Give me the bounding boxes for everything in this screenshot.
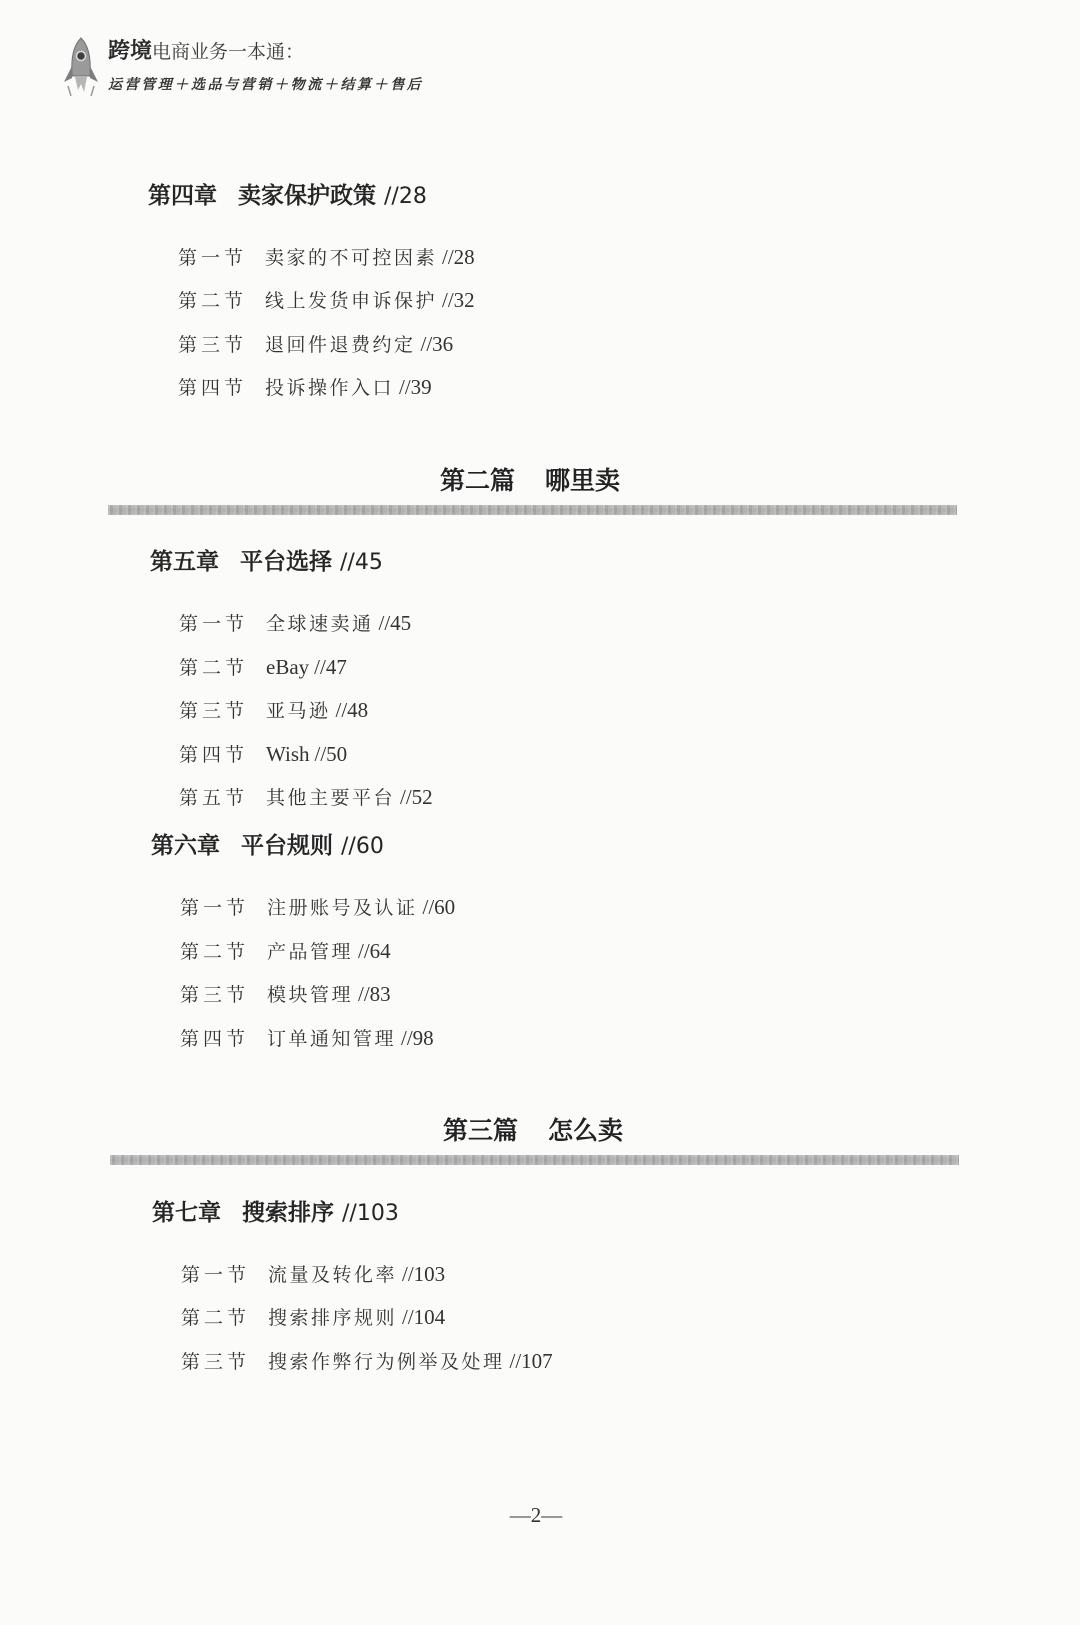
section-entry <box>178 247 475 268</box>
section-label: 第四节 <box>179 745 249 766</box>
section-page: //45 <box>378 611 412 635</box>
section-page: //47 <box>314 655 347 679</box>
section-page: //48 <box>335 698 369 722</box>
book-title <box>108 41 304 63</box>
section-title: 流量及转化率 <box>268 1265 398 1286</box>
section-page: //39 <box>399 375 432 399</box>
section-title: 模块管理 <box>267 985 354 1006</box>
section-page: //36 <box>420 332 454 356</box>
rocket-icon <box>62 36 100 98</box>
part-title: 怎么卖 <box>548 1116 624 1145</box>
part-divider-bar <box>108 505 957 515</box>
section-title: 其他主要平台 <box>266 788 396 809</box>
section-title: 注册账号及认证 <box>267 898 418 919</box>
section-page: //83 <box>358 982 391 1006</box>
section-entry <box>179 613 411 634</box>
section-title: 投诉操作入口 <box>265 378 395 399</box>
chapter-label: 第四章 <box>148 183 217 209</box>
page-number: —2— <box>509 1503 563 1527</box>
section-title: 搜索排序规则 <box>268 1308 398 1329</box>
section-entry <box>179 700 368 721</box>
section-page: //28 <box>442 245 475 269</box>
section-entry <box>180 1028 434 1049</box>
part-heading <box>443 1118 623 1143</box>
section-page: //52 <box>400 785 433 809</box>
part-label: 第二篇 <box>440 466 516 495</box>
section-page: //32 <box>442 288 475 312</box>
section-label: 第二节 <box>180 942 250 963</box>
section-entry <box>180 897 455 918</box>
section-entry <box>181 1307 445 1328</box>
section-label: 第四节 <box>178 378 248 399</box>
section-label: 第二节 <box>179 658 249 679</box>
section-label: 第一节 <box>179 614 249 635</box>
chapter-title: 搜索排序 <box>242 1200 334 1226</box>
section-label: 第三节 <box>178 335 248 356</box>
chapter-page: //45 <box>340 550 383 575</box>
section-label: 第三节 <box>179 701 249 722</box>
part-title: 哪里卖 <box>545 466 621 495</box>
chapter-heading <box>151 835 384 858</box>
section-label: 第一节 <box>181 1265 251 1286</box>
chapter-title: 卖家保护政策 <box>238 183 376 209</box>
section-title: 产品管理 <box>267 942 354 963</box>
section-label: 第三节 <box>181 1352 251 1373</box>
chapter-page: //60 <box>341 834 384 859</box>
section-entry <box>178 290 475 311</box>
section-entry <box>181 1351 553 1372</box>
section-page: //64 <box>358 939 391 963</box>
section-title: eBay <box>266 655 310 679</box>
section-entry <box>178 334 453 355</box>
book-subtitle: 运营管理＋选品与营销＋物流＋结算＋售后 <box>108 77 424 93</box>
section-entry <box>181 1264 445 1285</box>
section-page: //104 <box>402 1305 446 1329</box>
section-title: 退回件退费约定 <box>265 335 416 356</box>
section-entry <box>180 941 391 962</box>
chapter-heading <box>148 185 427 208</box>
section-title: 亚马逊 <box>266 701 331 722</box>
section-label: 第四节 <box>180 1029 250 1050</box>
section-label: 第二节 <box>178 291 248 312</box>
chapter-page: //103 <box>342 1201 399 1226</box>
chapter-title: 平台规则 <box>241 833 333 859</box>
section-entry <box>178 377 432 398</box>
part-heading <box>440 468 620 493</box>
section-title: 全球速卖通 <box>266 614 374 635</box>
section-title: 搜索作弊行为例举及处理 <box>268 1352 505 1373</box>
section-page: //103 <box>402 1262 446 1286</box>
chapter-heading <box>152 1202 399 1225</box>
part-divider-bar <box>110 1155 959 1165</box>
section-entry <box>179 657 347 678</box>
section-entry <box>180 984 391 1005</box>
section-title: 卖家的不可控因素 <box>265 248 438 269</box>
section-page: //107 <box>509 1349 553 1373</box>
section-title: Wish <box>266 742 310 766</box>
chapter-label: 第六章 <box>151 833 220 859</box>
section-entry <box>179 787 433 808</box>
section-title: 订单通知管理 <box>267 1029 397 1050</box>
part-label: 第三篇 <box>443 1116 519 1145</box>
section-page: //60 <box>422 895 456 919</box>
section-label: 第五节 <box>179 788 249 809</box>
book-title-rest: 电商业务一本通： <box>152 41 305 63</box>
section-entry <box>179 744 347 765</box>
section-page: //50 <box>314 742 348 766</box>
section-label: 第三节 <box>180 985 250 1006</box>
chapter-label: 第五章 <box>150 549 219 575</box>
chapter-label: 第七章 <box>152 1200 221 1226</box>
chapter-page: //28 <box>384 184 427 209</box>
section-label: 第二节 <box>181 1308 251 1329</box>
section-page: //98 <box>401 1026 434 1050</box>
section-title: 线上发货申诉保护 <box>265 291 438 312</box>
chapter-title: 平台选择 <box>240 549 332 575</box>
section-label: 第一节 <box>180 898 250 919</box>
chapter-heading <box>150 551 383 574</box>
book-title-bold: 跨境 <box>108 39 153 64</box>
section-label: 第一节 <box>178 248 248 269</box>
